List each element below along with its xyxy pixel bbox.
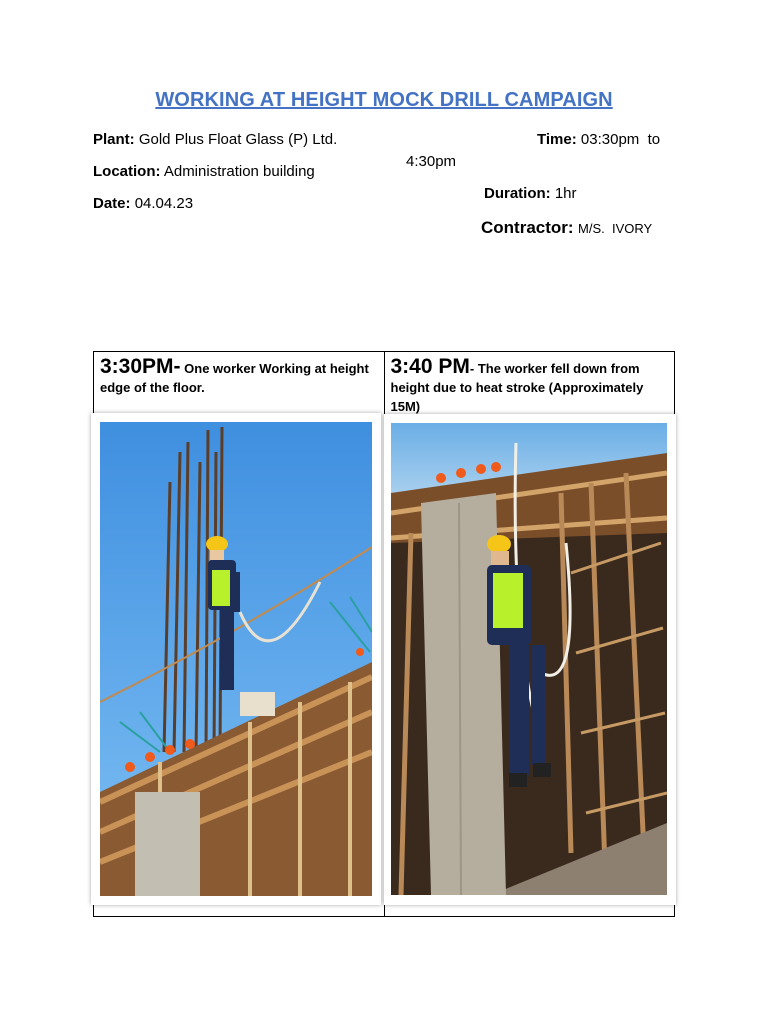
location-label: Location: [93,163,161,180]
contractor-field [481,218,652,238]
date-value: 04.04.23 [134,195,194,212]
time-label: Time: [537,131,577,148]
document-title: WORKING AT HEIGHT MOCK DRILL CAMPAIGN [155,89,613,111]
location-value: Administration building [163,163,315,180]
step-caption-1 [94,352,384,402]
step-text-1: One worker Working at height edge of the floor. [100,361,369,395]
plant-field [93,131,337,149]
duration-field [484,185,577,203]
time-field [537,131,660,149]
time-value: 03:30pm to [580,131,661,148]
plant-label: Plant: [93,131,135,148]
duration-value: 1hr [554,185,577,202]
photo-worker-fallen-image [391,423,667,895]
time-value-end: 4:30pm [406,153,457,170]
step-time-2: 3:40 PM [390,355,470,378]
step-caption-2 [385,352,675,421]
step-time-1: 3:30PM- [100,355,181,378]
plant-value: Gold Plus Float Glass (P) Ltd. [138,131,338,148]
date-field [93,195,193,213]
photo-worker-at-edge-image [100,422,372,896]
location-field [93,163,315,181]
photo-worker-fallen [384,414,676,905]
date-label: Date: [93,195,131,212]
contractor-value: M/S. IVORY [578,221,653,236]
duration-label: Duration: [484,185,551,202]
contractor-label: Contractor: [481,218,574,237]
step-text-2: - The worker fell down from height due to heat stroke (Approximately 15M) [390,361,644,414]
photo-worker-at-edge [91,413,381,905]
